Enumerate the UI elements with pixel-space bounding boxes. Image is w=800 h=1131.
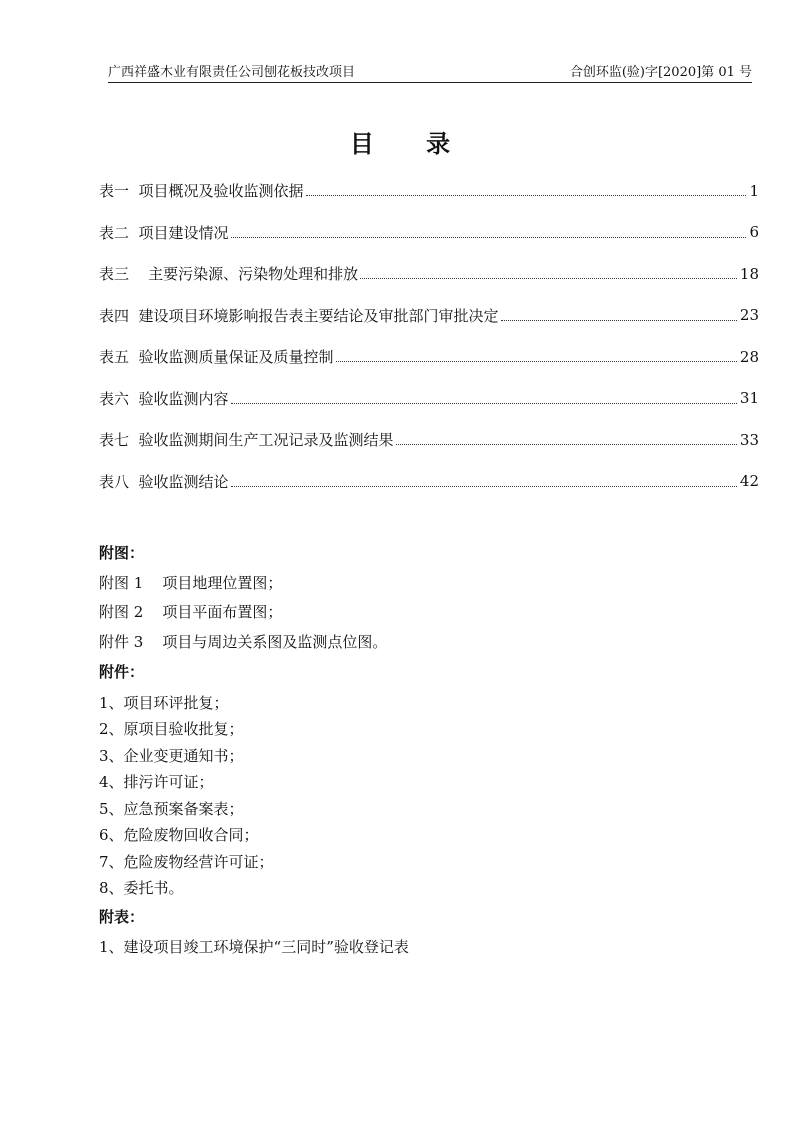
attachment-item: 8、委托书。 [99, 879, 184, 898]
attachments-heading: 附件： [99, 662, 145, 681]
attachment-item: 4、排污许可证； [99, 773, 214, 792]
figure-item: 附图 1 项目地理位置图； [99, 574, 283, 592]
attachment-item: 2、原项目验收批复； [99, 720, 244, 739]
tables-heading: 附表： [99, 907, 145, 926]
figures-heading: 附图： [99, 544, 145, 562]
toc-entry-page: 23 [739, 306, 759, 325]
header-document-number: 合创环监(验)字[2020]第 01 号 [569, 65, 752, 80]
toc-title: 目 录 [349, 129, 473, 158]
appendix-section [99, 538, 719, 962]
toc-entry[interactable] [99, 295, 759, 337]
toc-entry[interactable] [99, 336, 759, 378]
toc-dot-leader [501, 320, 737, 321]
toc-entry[interactable] [99, 419, 759, 461]
toc-dot-leader [360, 278, 737, 279]
table-item: 1、建设项目竣工环境保护“三同时”验收登记表 [99, 937, 409, 956]
toc-entry-label: 表四 建设项目环境影响报告表主要结论及审批部门审批决定 [99, 306, 499, 325]
attachment-item: 6、危险废物回收合同； [99, 826, 259, 845]
toc-entry-label: 表五 验收监测质量保证及质量控制 [99, 348, 334, 367]
toc-entry-page: 31 [739, 389, 759, 408]
toc-entry[interactable] [99, 253, 759, 295]
attachment-item: 3、企业变更通知书； [99, 746, 244, 765]
toc-entry-label: 表七 验收监测期间生产工况记录及监测结果 [99, 431, 394, 450]
attachment-item: 5、应急预案备案表； [99, 799, 244, 818]
toc-dot-leader [231, 403, 737, 404]
page-header [108, 60, 752, 83]
header-project-name: 广西祥盛木业有限责任公司刨花板技改项目 [108, 65, 356, 80]
toc-entry[interactable] [99, 461, 759, 503]
toc-entry-label: 表一 项目概况及验收监测依据 [99, 182, 304, 201]
toc-entry-page: 6 [749, 223, 759, 242]
toc-entry-page: 42 [739, 472, 759, 491]
toc-dot-leader [231, 486, 737, 487]
toc-entry-page: 33 [739, 430, 759, 449]
toc-entry-label: 表二 项目建设情况 [99, 223, 229, 242]
toc-entry-label: 表三 主要污染源、污染物处理和排放 [99, 265, 359, 284]
table-of-contents [99, 170, 759, 502]
toc-entry-page: 1 [749, 181, 759, 200]
toc-entry[interactable] [99, 212, 759, 254]
toc-entry-label: 表八 验收监测结论 [99, 472, 229, 491]
toc-entry[interactable] [99, 170, 759, 212]
attachment-item: 7、危险废物经营许可证； [99, 852, 274, 871]
toc-entry-page: 28 [739, 347, 759, 366]
toc-entry-label: 表六 验收监测内容 [99, 389, 229, 408]
toc-dot-leader [336, 361, 737, 362]
toc-dot-leader [306, 195, 747, 196]
toc-dot-leader [231, 237, 747, 238]
toc-entry[interactable] [99, 378, 759, 420]
toc-entry-page: 18 [739, 264, 759, 283]
toc-dot-leader [396, 444, 737, 445]
figure-item: 附件 3 项目与周边关系图及监测点位图。 [99, 632, 388, 651]
attachment-item: 1、项目环评批复； [99, 693, 229, 712]
figure-item: 附图 2 项目平面布置图； [99, 603, 283, 622]
